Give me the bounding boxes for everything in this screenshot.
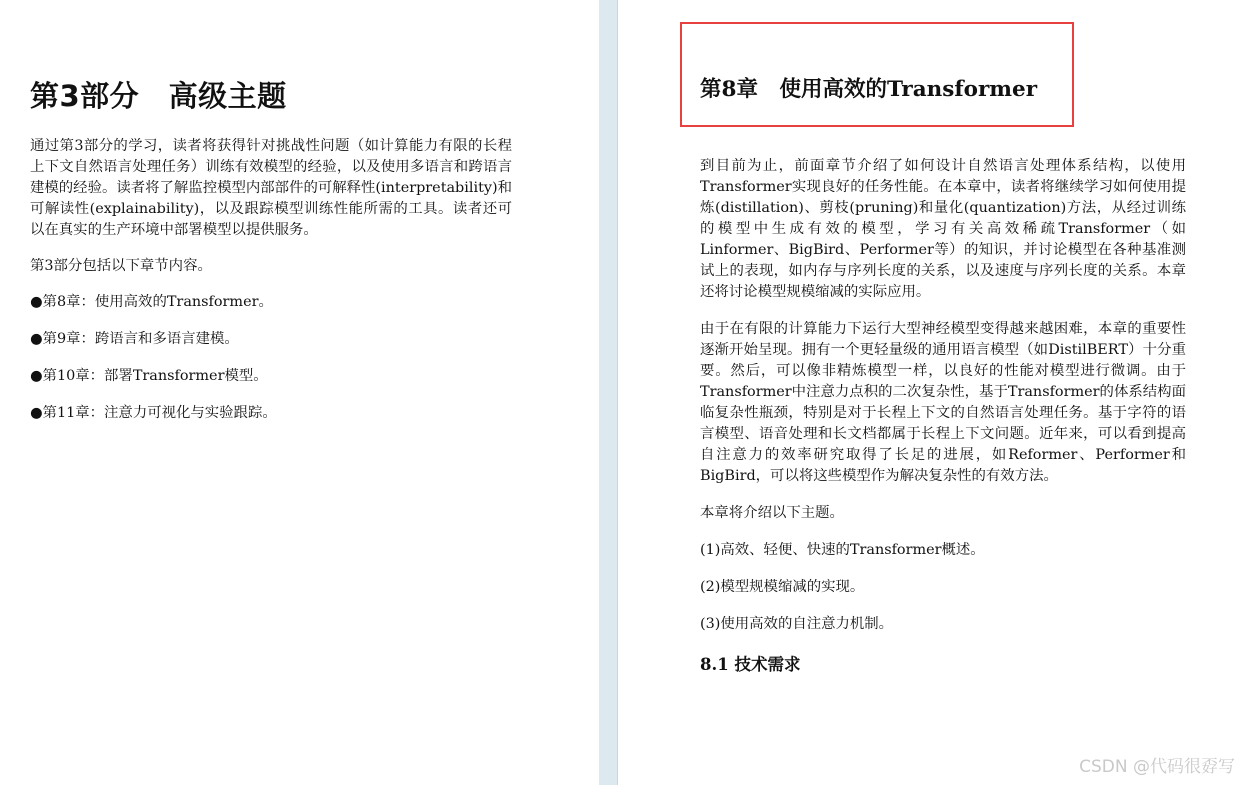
chapter-list-item: ●第9章：跨语言和多语言建模。 bbox=[30, 331, 239, 347]
topic-list-item: (2)模型规模缩减的实现。 bbox=[700, 579, 865, 595]
chapter-paragraph: 由于在有限的计算能力下运行大型神经模型变得越来越困难，本章的重要性逐渐开始呈现。拥有一个更轻量级的通用语言模型（如DistilBERT）十分重要。然后，可以像非精炼模型一样，以良好的性能对模型进行微调。由于Transformer中注意力点积的二次复杂性，基于Transformer的体系结构面临复杂性瓶颈，特别是对于长程上下文的自然语言处理任务。基于字符的语言模型、语音处理和长文档都属于长程上下文问题。近年来，可以看到提高自注意力的效率研究取得了长足的进展，如Reformer、Performer和BigBird，可以将这些模型作为解决复杂性的有效方法。 bbox=[700, 321, 1186, 484]
chapter-list-item: ●第8章：使用高效的Transformer。 bbox=[30, 294, 273, 310]
part-title: 第3部分 高级主题 bbox=[30, 79, 287, 113]
page-gutter bbox=[599, 0, 618, 785]
topic-list-item: (3)使用高效的自注意力机制。 bbox=[700, 616, 894, 632]
topic-list-item: (1)高效、轻便、快速的Transformer概述。 bbox=[700, 542, 985, 558]
section-title: 8.1 技术需求 bbox=[700, 655, 801, 674]
chapter-list-item: ●第10章：部署Transformer模型。 bbox=[30, 368, 268, 384]
part-intro-paragraph: 通过第3部分的学习，读者将获得针对挑战性问题（如计算能力有限的长程上下文自然语言处理任务）训练有效模型的经验，以及使用多语言和跨语言建模的经验。读者将了解监控模型内部部件的可解释性(interpretability)和可解读性(explainability)，以及跟踪模型训练性能所需的工具。读者还可以在真实的生产环境中部署模型以提供服务。 bbox=[30, 138, 512, 238]
left-page-body bbox=[30, 136, 512, 440]
chapter-list-item: ●第11章：注意力可视化与实验跟踪。 bbox=[30, 405, 277, 421]
chapter-title: 第8章 使用高效的Transformer bbox=[700, 77, 1038, 102]
topics-lead: 本章将介绍以下主题。 bbox=[700, 505, 844, 521]
contents-lead: 第3部分包括以下章节内容。 bbox=[30, 258, 212, 274]
chapter-paragraph: 到目前为止，前面章节介绍了如何设计自然语言处理体系结构，以使用Transformer实现良好的任务性能。在本章中，读者将继续学习如何使用提炼(distillation)、剪枝(pruning)和量化(quantization)方法，从经过训练的模型中生成有效的模型，学习有关高效稀疏Transformer（如Linformer、BigBird、Performer等）的知识，并讨论模型在各种基准测试上的表现，如内存与序列长度的关系，以及速度与序列长度的关系。本章还将讨论模型规模缩减的实际应用。 bbox=[700, 158, 1186, 300]
csdn-watermark: CSDN @代码很孬写 bbox=[1079, 757, 1235, 777]
right-page-body bbox=[700, 156, 1186, 675]
